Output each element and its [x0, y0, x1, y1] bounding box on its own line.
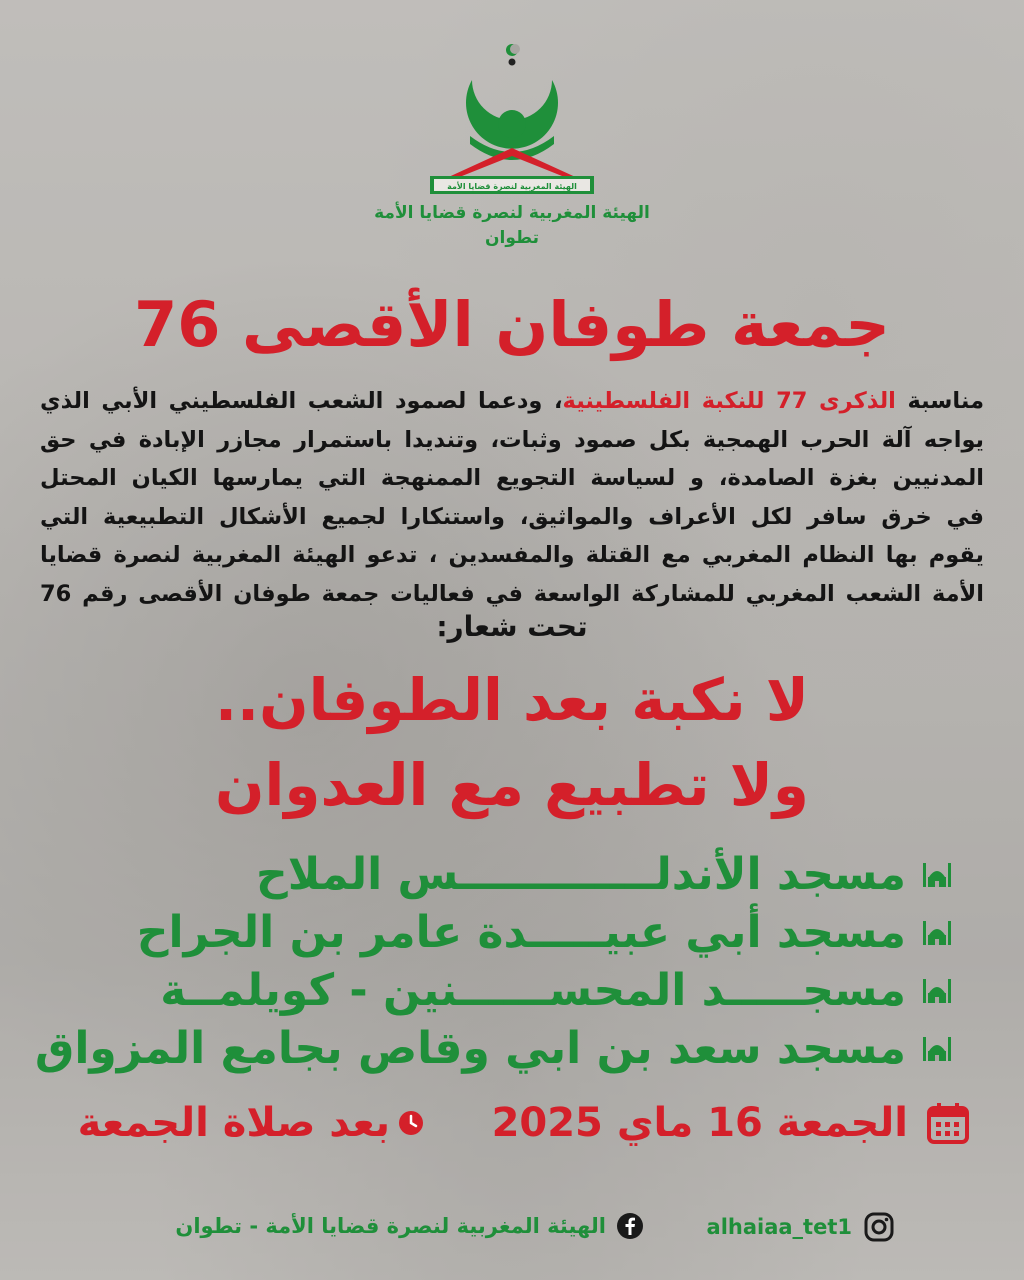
clock-icon — [398, 1110, 424, 1136]
body-line-6: الأمة الشعب المغربي للمشاركة الواسعة في فعاليات جمعة طوفان الأقصى رقم 76 — [40, 580, 984, 607]
mosque-icon — [920, 857, 954, 891]
instagram-handle[interactable]: alhaiaa_tet1 — [706, 1215, 852, 1239]
mosque-name: مسجد أبي عبيـــــدة عامر بن الجراح — [136, 906, 906, 958]
footer — [90, 1212, 934, 1256]
time-group — [78, 1100, 424, 1146]
mosque-list — [35, 845, 954, 1077]
body-text — [40, 382, 984, 613]
body-line-3: المدنيين بغزة الصامدة، و لسياسة التجويع الممنهجة التي يمارسها الكيان المحتل — [40, 465, 984, 491]
facebook-group[interactable] — [175, 1212, 644, 1240]
mosque-item — [64, 961, 954, 1019]
organization-name: الهيئة المغربية لنصرة قضايا الأمة — [374, 203, 650, 223]
facebook-page[interactable]: الهيئة المغربية لنصرة قضايا الأمة - تطوان — [175, 1214, 606, 1238]
event-date: الجمعة 16 ماي 2025 — [491, 1100, 908, 1146]
mosque-item — [35, 1019, 954, 1077]
mosque-name: مسجـــــد المحســــــنين - كويلمــة — [160, 964, 906, 1016]
mosque-name: مسجد الأندلـــــــــــــس الملاح — [255, 848, 906, 900]
body-line-1: مناسبة الذكرى 77 للنكبة الفلسطينية، ودعما لصمود الشعب الفلسطيني الأبي الذي — [40, 388, 984, 414]
organization-city: تطوان — [485, 228, 539, 248]
body-line-5: يقوم بها النظام المغربي مع القتلة والمفسدين ، تدعو الهيئة المغربية لنصرة قضايا — [40, 542, 984, 568]
body-line-4: في خرق سافر لكل الأعراف والمواثيق، واستنكارا لجميع الأشكال التطبيعية التي — [40, 503, 984, 530]
slogan-line-2: ولا تطبيع مع العدوان — [215, 751, 809, 819]
slogan-line-1: لا نكبة بعد الطوفان.. — [215, 666, 809, 734]
mosque-icon — [920, 973, 954, 1007]
schedule — [40, 1100, 970, 1160]
event-time: بعد صلاة الجمعة — [77, 1100, 390, 1146]
nakba-highlight: الذكرى 77 للنكبة الفلسطينية — [562, 388, 896, 414]
mosque-item — [64, 845, 954, 903]
organization-logo — [412, 40, 612, 200]
mosque-icon — [920, 915, 954, 949]
facebook-icon[interactable] — [616, 1212, 644, 1240]
mosque-item — [64, 903, 954, 961]
instagram-group[interactable] — [707, 1212, 894, 1242]
logo-caption: الهيئة المغربية لنصرة قضايا الأمة — [447, 182, 577, 191]
mosque-icon — [920, 1031, 954, 1065]
calendar-icon — [926, 1101, 970, 1145]
main-title: جمعة طوفان الأقصى 76 — [134, 288, 890, 361]
mosque-name: مسجد سعد بن ابي وقاص بجامع المزواق — [35, 1022, 906, 1074]
date-group — [492, 1100, 970, 1146]
body-line-2: يواجه آلة الحرب الهمجية بكل صمود وثبات، وتنديدا باستمرار مجازر الإبادة في حق — [40, 426, 984, 453]
instagram-icon[interactable] — [864, 1212, 894, 1242]
slogan-intro: تحت شعار: — [436, 610, 588, 643]
